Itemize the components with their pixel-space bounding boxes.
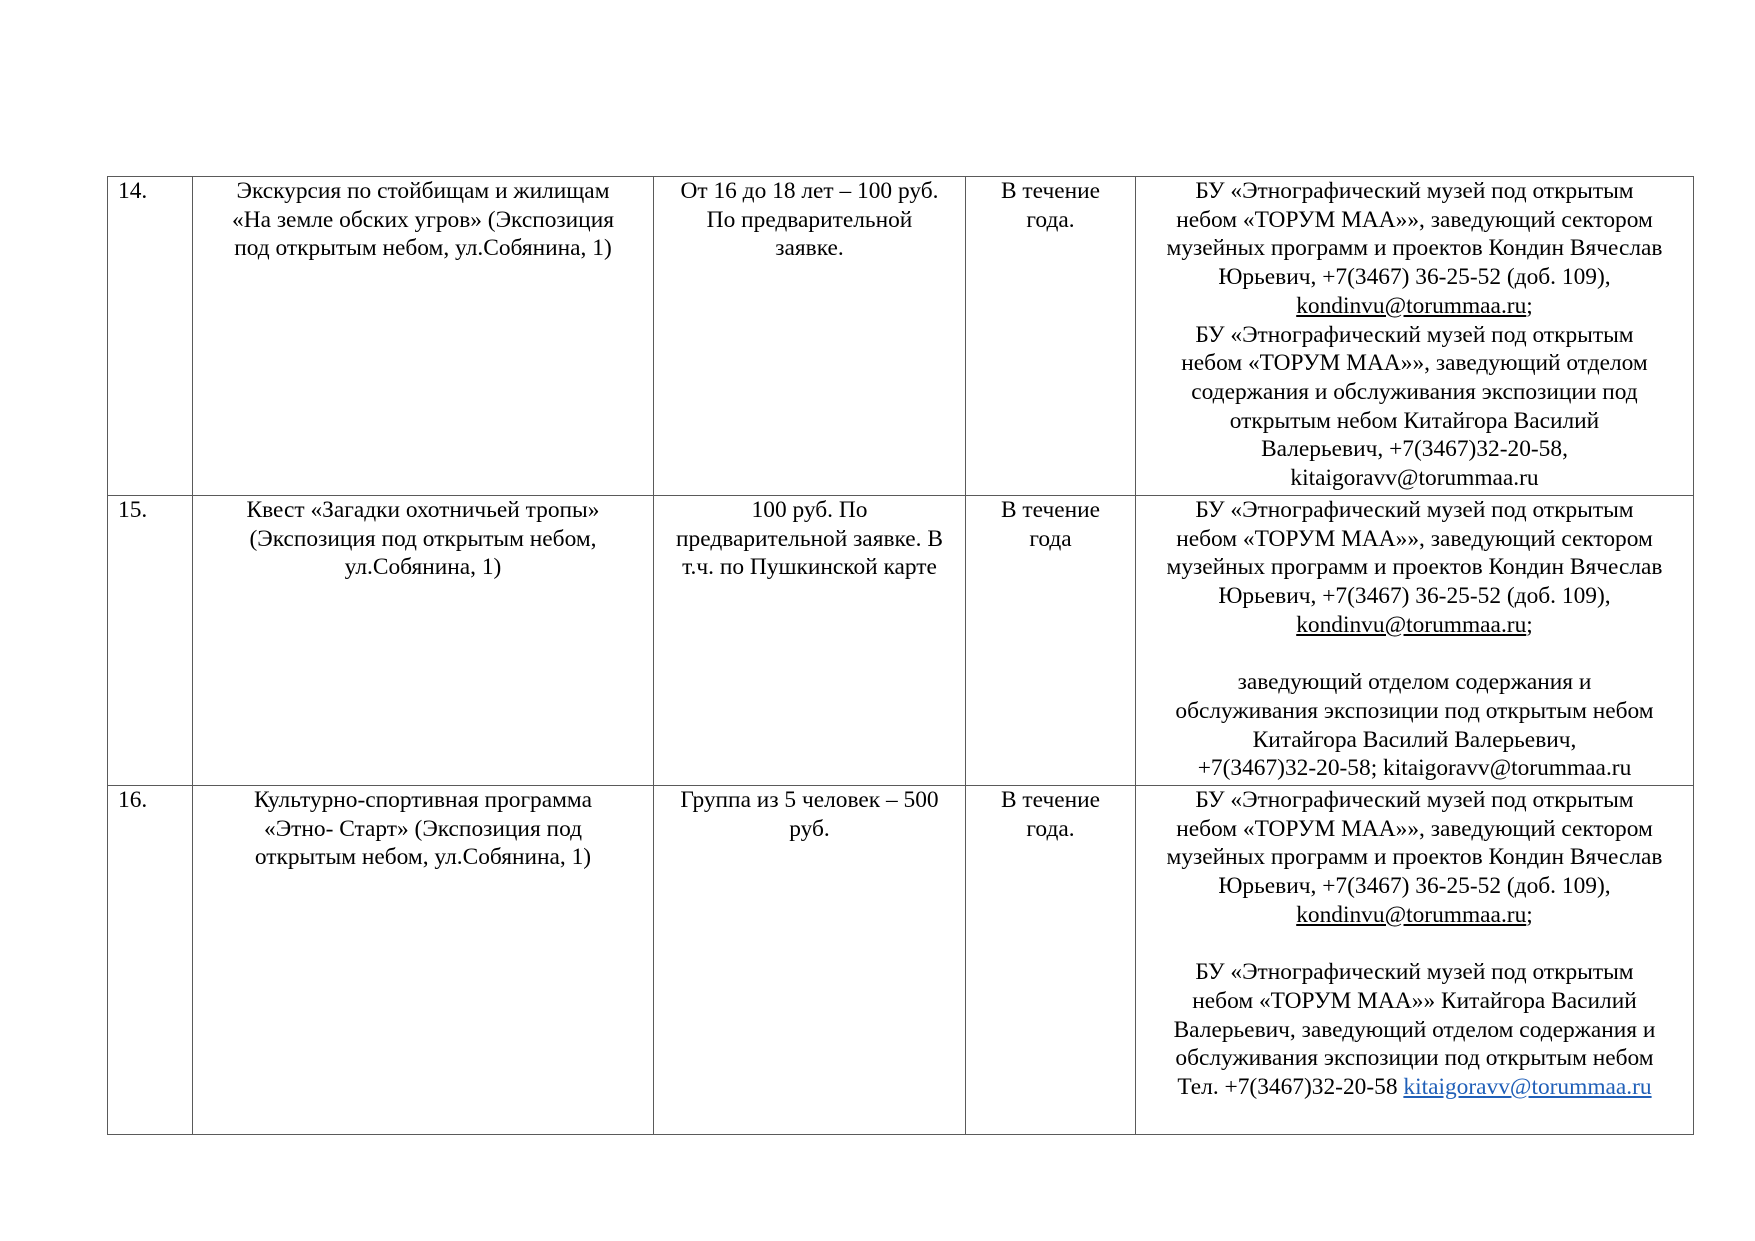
price-cell — [654, 786, 966, 1135]
contact-email-line — [1142, 611, 1687, 640]
contact-text: Валерьевич, +7(3467)32-20-58, — [1261, 436, 1568, 463]
contact-text: Китайгора Василий Валерьевич, — [1252, 726, 1577, 753]
contact-text: небом «ТОРУМ МАА»» Китайгора Василий — [1192, 987, 1637, 1014]
contact-text: музейных программ и проектов Кондин Вячеслав — [1166, 235, 1663, 262]
price-text: По предварительной — [706, 206, 913, 233]
tel-text: Тел. +7(3467)32-20-58 — [1177, 1074, 1404, 1101]
contact-text: БУ «Этнографический музей под открытым — [1195, 787, 1634, 813]
blank-line — [1142, 930, 1687, 959]
contact-tel-line — [1142, 1073, 1687, 1102]
contact-text: БУ «Этнографический музей под открытым — [1195, 321, 1634, 348]
contact-text: +7(3467)32-20-58; kitaigoravv@torummaa.ru — [1197, 755, 1632, 782]
table-row — [108, 496, 1694, 786]
contact-email-line — [1142, 292, 1687, 321]
event-text: Культурно-спортивная программа — [254, 787, 592, 813]
table-row — [108, 177, 1694, 496]
blank-line — [1142, 640, 1687, 669]
contact-text: музейных программ и проектов Кондин Вячеслав — [1166, 554, 1663, 581]
event-text: открытым небом, ул.Собянина, 1) — [254, 844, 592, 871]
event-text: «На земле обских угров» (Экспозиция — [232, 206, 614, 233]
period-text: В течение — [1000, 497, 1101, 523]
contact-text: обслуживания экспозиции под открытым небом — [1175, 697, 1654, 724]
contact-cell — [1136, 496, 1694, 786]
period-cell — [966, 786, 1136, 1135]
event-text: под открытым небом, ул.Собянина, 1) — [234, 235, 612, 262]
contact-text: Валерьевич, заведующий отделом содержания и — [1173, 1016, 1656, 1043]
event-text: Квест «Загадки охотничьей тропы» — [246, 497, 600, 523]
price-text: Группа из 5 человек – 500 — [680, 787, 939, 813]
contact-text: небом «ТОРУМ МАА»», заведующий сектором — [1176, 206, 1653, 233]
contact-cell — [1136, 177, 1694, 496]
price-text: 100 руб. По — [751, 497, 868, 523]
contact-text: Юрьевич, +7(3467) 36-25-52 (доб. 109), — [1218, 873, 1611, 900]
price-cell — [654, 177, 966, 496]
contact-text: БУ «Этнографический музей под открытым — [1195, 497, 1634, 523]
email-suffix: ; — [1526, 292, 1533, 319]
period-cell — [966, 496, 1136, 786]
price-cell — [654, 496, 966, 786]
row-number-cell — [108, 786, 193, 1135]
contact-text: БУ «Этнографический музей под открытым — [1195, 959, 1634, 986]
email-suffix: ; — [1526, 611, 1533, 638]
event-cell — [193, 786, 654, 1135]
events-table — [107, 176, 1694, 1135]
price-text: предварительной заявке. В — [676, 525, 943, 552]
price-text: заявке. — [775, 235, 844, 262]
contact-text: небом «ТОРУМ МАА»», заведующий сектором — [1176, 525, 1653, 552]
event-text: (Экспозиция под открытым небом, — [249, 525, 597, 552]
price-text: т.ч. по Пушкинской карте — [682, 554, 937, 581]
contact-text: заведующий отделом содержания и — [1237, 669, 1592, 696]
period-text: В течение — [1000, 787, 1101, 813]
period-cell — [966, 177, 1136, 496]
email-suffix: ; — [1526, 901, 1533, 928]
event-text: Экскурсия по стойбищам и жилищам — [236, 178, 610, 204]
period-text: В течение — [1000, 178, 1101, 204]
email-link[interactable]: kondinvu@torummaa.ru — [1296, 901, 1527, 928]
row-number: 14. — [118, 178, 148, 204]
contact-text: Юрьевич, +7(3467) 36-25-52 (доб. 109), — [1218, 583, 1611, 610]
event-cell — [193, 496, 654, 786]
email-link[interactable]: kondinvu@torummaa.ru — [1296, 292, 1527, 319]
email-hyperlink[interactable]: kitaigoravv@torummaa.ru — [1403, 1074, 1652, 1101]
contact-text: kitaigoravv@torummaa.ru — [1290, 465, 1539, 492]
email-link[interactable]: kondinvu@torummaa.ru — [1296, 611, 1527, 638]
table-row — [108, 786, 1694, 1135]
period-text: года. — [1026, 815, 1075, 842]
event-text: «Этно- Старт» (Экспозиция под — [264, 815, 582, 842]
contact-text: музейных программ и проектов Кондин Вячеслав — [1166, 844, 1663, 871]
contact-cell — [1136, 786, 1694, 1135]
row-number: 16. — [118, 787, 148, 813]
event-text: ул.Собянина, 1) — [344, 554, 502, 581]
period-text: года. — [1026, 206, 1075, 233]
row-number-cell — [108, 496, 193, 786]
contact-text: Юрьевич, +7(3467) 36-25-52 (доб. 109), — [1218, 264, 1611, 291]
price-text: руб. — [789, 815, 830, 842]
price-text: От 16 до 18 лет – 100 руб. — [680, 178, 939, 204]
row-number: 15. — [118, 497, 148, 523]
row-number-cell — [108, 177, 193, 496]
contact-text: БУ «Этнографический музей под открытым — [1195, 178, 1634, 204]
period-text: года — [1029, 525, 1072, 552]
contact-text: небом «ТОРУМ МАА»», заведующий сектором — [1176, 815, 1653, 842]
event-cell — [193, 177, 654, 496]
contact-text: обслуживания экспозиции под открытым небом — [1175, 1045, 1654, 1072]
contact-text: небом «ТОРУМ МАА»», заведующий отделом — [1181, 350, 1648, 377]
contact-email-line — [1142, 901, 1687, 930]
contact-text: открытым небом Китайгора Василий — [1229, 407, 1600, 434]
contact-text: содержания и обслуживания экспозиции под — [1191, 378, 1638, 405]
